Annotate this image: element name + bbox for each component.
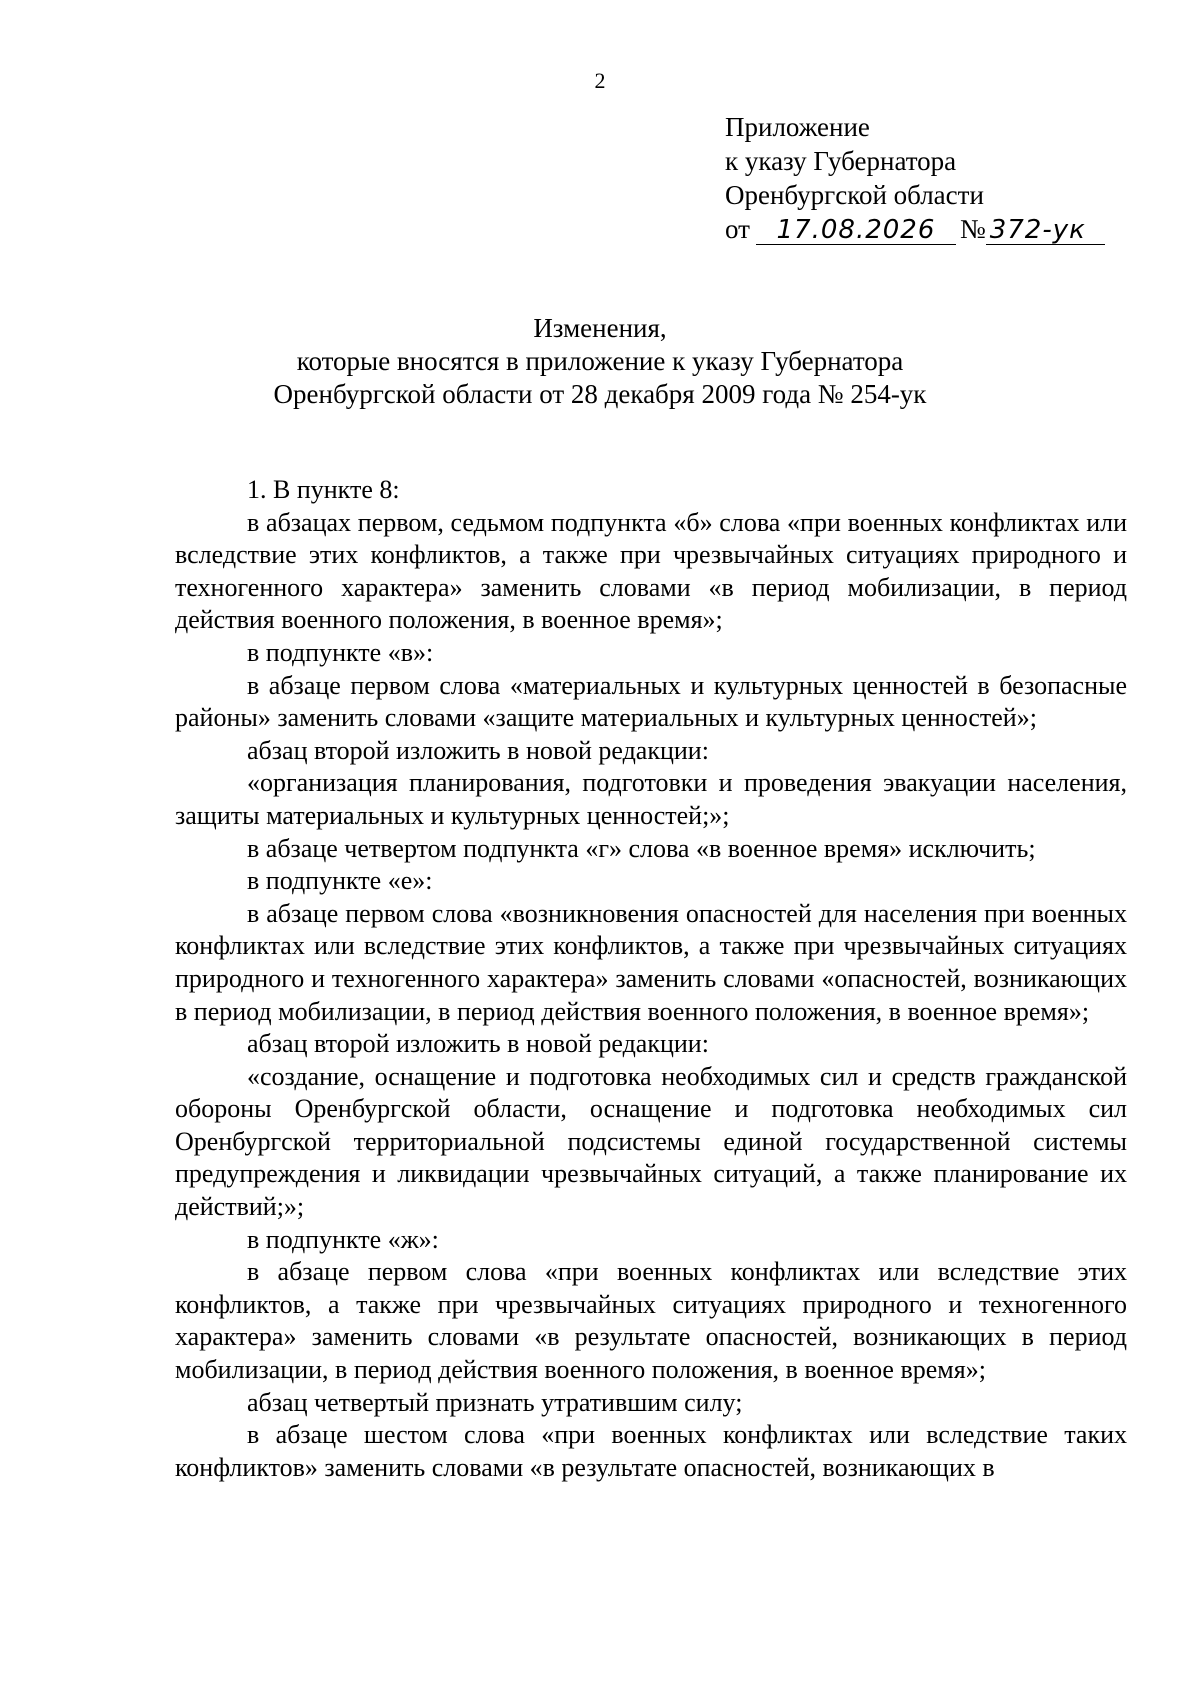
page-number: 2	[594, 68, 606, 93]
heading-title: Изменения,	[533, 313, 667, 343]
paragraph: «создание, оснащение и подготовка необходимых сил и средств гражданской обороны Оренбургской области, оснащение и подготовка необходимых сил Оренбургской территориальной подсистемы единой государственной системы предупреждения и ликвидации чрезвычайных ситуаций, а также планирование их действий;»;	[175, 1061, 1127, 1222]
from-label: от	[725, 214, 750, 244]
paragraph: в подпункте «ж»:	[247, 1224, 439, 1254]
handwritten-date: 17.08.2026	[756, 216, 956, 245]
paragraph: в абзаце четвертом подпункта «г» слова «в военное время» исключить;	[247, 833, 1036, 863]
handwritten-number: 372-ук	[986, 216, 1105, 245]
paragraph: абзац четвертый признать утратившим силу;	[247, 1387, 743, 1417]
document-heading	[0, 312, 1200, 411]
paragraph: «организация планирования, подготовки и проведения эвакуации населения, защиты материальных и культурных ценностей;»;	[175, 768, 1127, 830]
paragraph: абзац второй изложить в новой редакции:	[247, 1029, 709, 1059]
appendix-block	[725, 110, 1105, 246]
paragraph: в подпункте «в»:	[247, 637, 434, 667]
paragraph: в подпункте «е»:	[247, 866, 433, 896]
paragraph: в абзаце первом слова «материальных и культурных ценностей в безопасные районы» заменить словами «защите материальных и культурных ценностей»;	[175, 670, 1127, 733]
paragraph: абзац второй изложить в новой редакции:	[247, 735, 709, 765]
heading-subtitle-line-1: которые вносятся в приложение к указу Губернатора	[296, 346, 904, 376]
number-sign: №	[959, 214, 986, 244]
document-body	[175, 474, 1127, 1484]
paragraph: в абзацах первом, седьмом подпункта «б» слова «при военных конфликтах или вследствие этих конфликтов, а также при чрезвычайных ситуациях природного и техногенного характера» заменить словами «в период мобилизации, в период действия военного положения, в военное время»;	[175, 507, 1127, 635]
paragraph: 1. В пункте 8:	[247, 475, 400, 504]
appendix-date-row	[725, 212, 1105, 246]
appendix-line-decree: к указу Губернатора	[725, 146, 957, 176]
paragraph: в абзаце шестом слова «при военных конфликтах или вследствие таких конфликтов» заменить словами «в результате опасностей, возникающих в	[175, 1420, 1127, 1482]
appendix-title: Приложение	[725, 112, 870, 142]
paragraph: в абзаце первом слова «возникновения опасностей для населения при военных конфликтах или вследствие этих конфликтов, а также при чрезвычайных ситуациях природного и техногенного характера» заменить словами «опасностей, возникающих в период мобилизации, в период действия военного положения, в военное время»;	[175, 898, 1127, 1026]
appendix-line-region: Оренбургской области	[725, 180, 984, 210]
paragraph: в абзаце первом слова «при военных конфликтах или вследствие этих конфликтов, а также при чрезвычайных ситуациях природного и техногенного характера» заменить словами «в результате опасностей, возникающих в период мобилизации, в период действия военного положения, в военное время»;	[175, 1257, 1127, 1385]
heading-subtitle-line-2: Оренбургской области от 28 декабря 2009 года № 254-ук	[273, 379, 927, 409]
